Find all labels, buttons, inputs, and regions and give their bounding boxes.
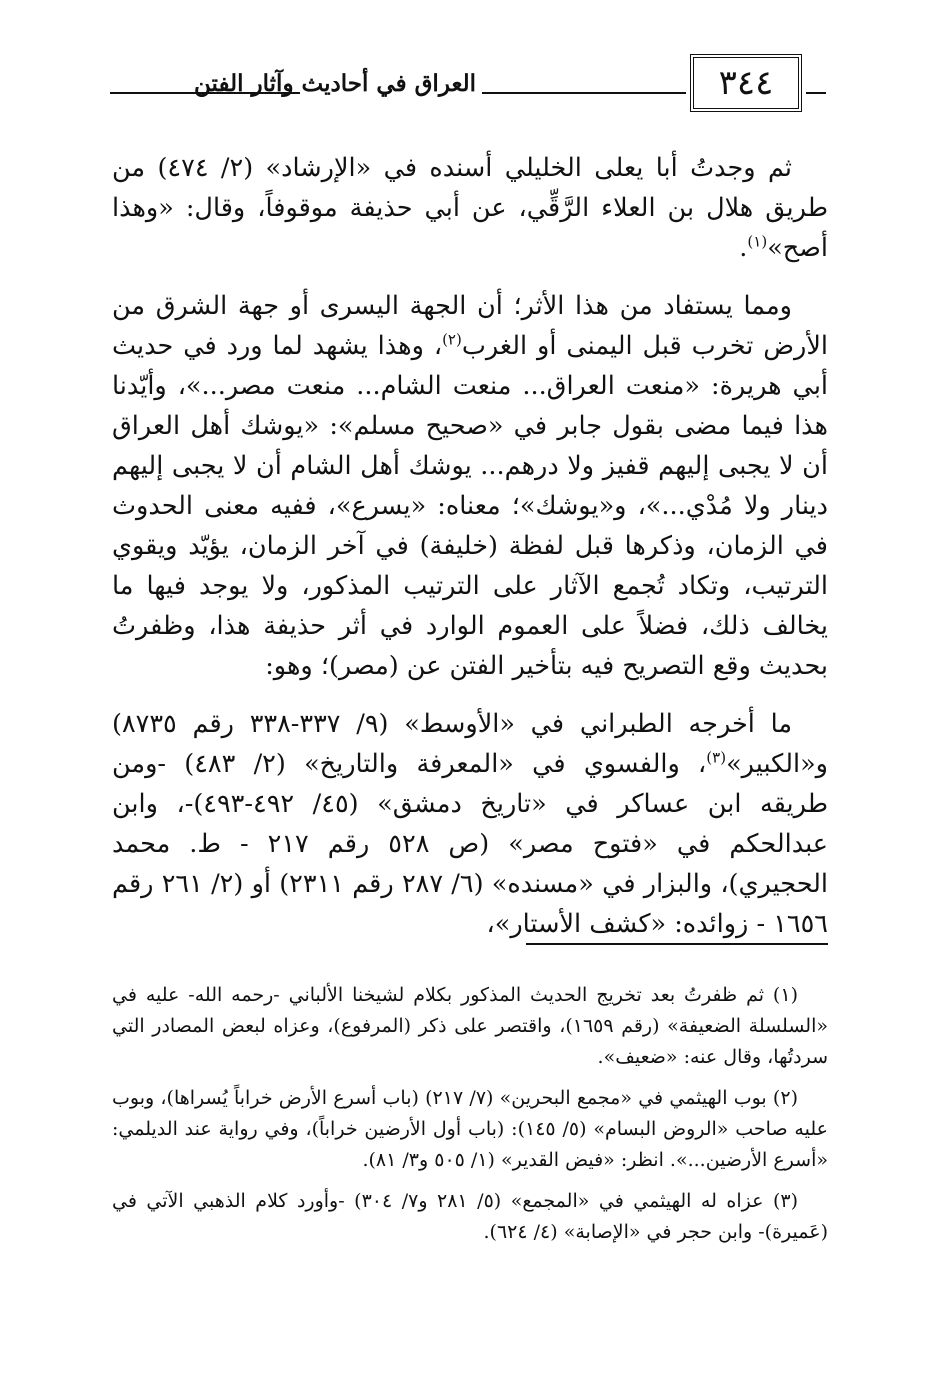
main-text [112, 148, 828, 962]
header-rule-right [806, 92, 826, 94]
footnote-3: (٣) عزاه له الهيثمي في «المجمع» (٥/ ٢٨١ و٧/ ٣٠٤) -وأورد كلام الذهبي الآتي في (عَميرة)- وابن حجر في «الإصابة» (٤/ ٦٢٤). [112, 1190, 828, 1243]
paragraph-tail: ، والفسوي في «المعرفة والتاريخ» (٢/ ٤٨٣) -ومن طريقه ابن عساكر في «تاريخ دمشق» (٤٥/ ٤٩٢-٤٩٣)-، وابن عبدالحكم في «فتوح مصر» (ص ٥٢٨ رقم ٢١٧ - ط. محمد الحجيري)، والبزار في «مسنده» (٦/ ٢٨٧ رقم ٢٣١١) أو (٢/ ٢٦١ رقم ١٦٥٦ - زوائده: «كشف الأستار»، [112, 749, 829, 939]
footnote-ref-3[interactable]: (٣) [706, 748, 727, 767]
footnotes [112, 980, 828, 1258]
paragraph-2 [112, 286, 828, 686]
paragraph-1 [112, 148, 828, 268]
page-number-box [690, 54, 802, 112]
footnote-1: (١) ثم ظفرتُ بعد تخريج الحديث المذكور بكلام لشيخنا الألباني -رحمه الله- عليه في «السلسلة الضعيفة» (رقم ١٦٥٩)، واقتصر على ذكر (المرفوع)، وعزاه لبعض المصادر التي سردتُها، وقال عنه: «ضعيف». [112, 984, 828, 1068]
footnote-ref-1[interactable]: (١) [747, 232, 768, 251]
header-rule-middle [482, 92, 686, 94]
paragraph-tail: ، وهذا يشهد لما ورد في حديث أبي هريرة: «منعت العراق... منعت الشام... منعت مصر...»، وأيّدنا هذا فيما مضى بقول جابر في «صحيح مسلم»: «يوشك أهل العراق أن لا يجبى إليهم قفيز ولا درهم... يوشك أهل الشام أن لا يجبى إليهم دينار ولا مُدْي...»، و«يوشك»؛ معناه: «يسرع»، ففيه معنى الحدوث في الزمان، وذكرها قبل لفظة (خليفة) في آخر الزمان، يؤيّد ويقوي الترتيب، وتكاد تُجمع الآثار على الترتيب المذكور، ولا يوجد فيها ما يخالف ذلك، فضلاً على العموم الوارد في أثر حذيفة هذا، وظفرتُ بحديث وقع التصريح فيه بتأخير الفتن عن (مصر)؛ وهو: [112, 331, 828, 681]
page-number: ٣٤٤ [718, 63, 774, 103]
paragraph-text: ومما يستفاد من هذا الأثر؛ أن الجهة اليسرى أو جهة الشرق من الأرض تخرب قبل اليمنى أو الغرب [112, 291, 828, 361]
paragraph-tail: . [739, 233, 748, 263]
footnote-ref-2[interactable]: (٢) [442, 330, 462, 349]
footnote-2: (٢) بوب الهيثمي في «مجمع البحرين» (٧/ ٢١٧) (باب أسرع الأرض خراباً يُسراها)، وبوب عليه صاحب «الروض البسام» (٥/ ١٤٥): (باب أول الأرضين خراباً)، وفي رواية عند الديلمي: «أسرع الأرضين...». انظر: «فيض القدير» (١/ ٥٠٥ و٣/ ٨١). [112, 1087, 828, 1171]
page-header [110, 52, 826, 118]
paragraph-3 [112, 704, 828, 944]
paragraph-text: ما أخرجه الطبراني في «الأوسط» (٩/ ٣٣٧-٣٣٨ رقم ٨٧٣٥) و«الكبير» [112, 709, 828, 779]
running-title: العراق في أحاديث وآثار الفتن [194, 70, 476, 97]
footnote-separator [526, 943, 828, 945]
paragraph-text: ثم وجدتُ أبا يعلى الخليلي أسنده في «الإرشاد» (٢/ ٤٧٤) من طريق هلال بن العلاء الرَّقِّي، عن أبي حذيفة موقوفاً، وقال: «وهذا أصح» [112, 153, 828, 263]
